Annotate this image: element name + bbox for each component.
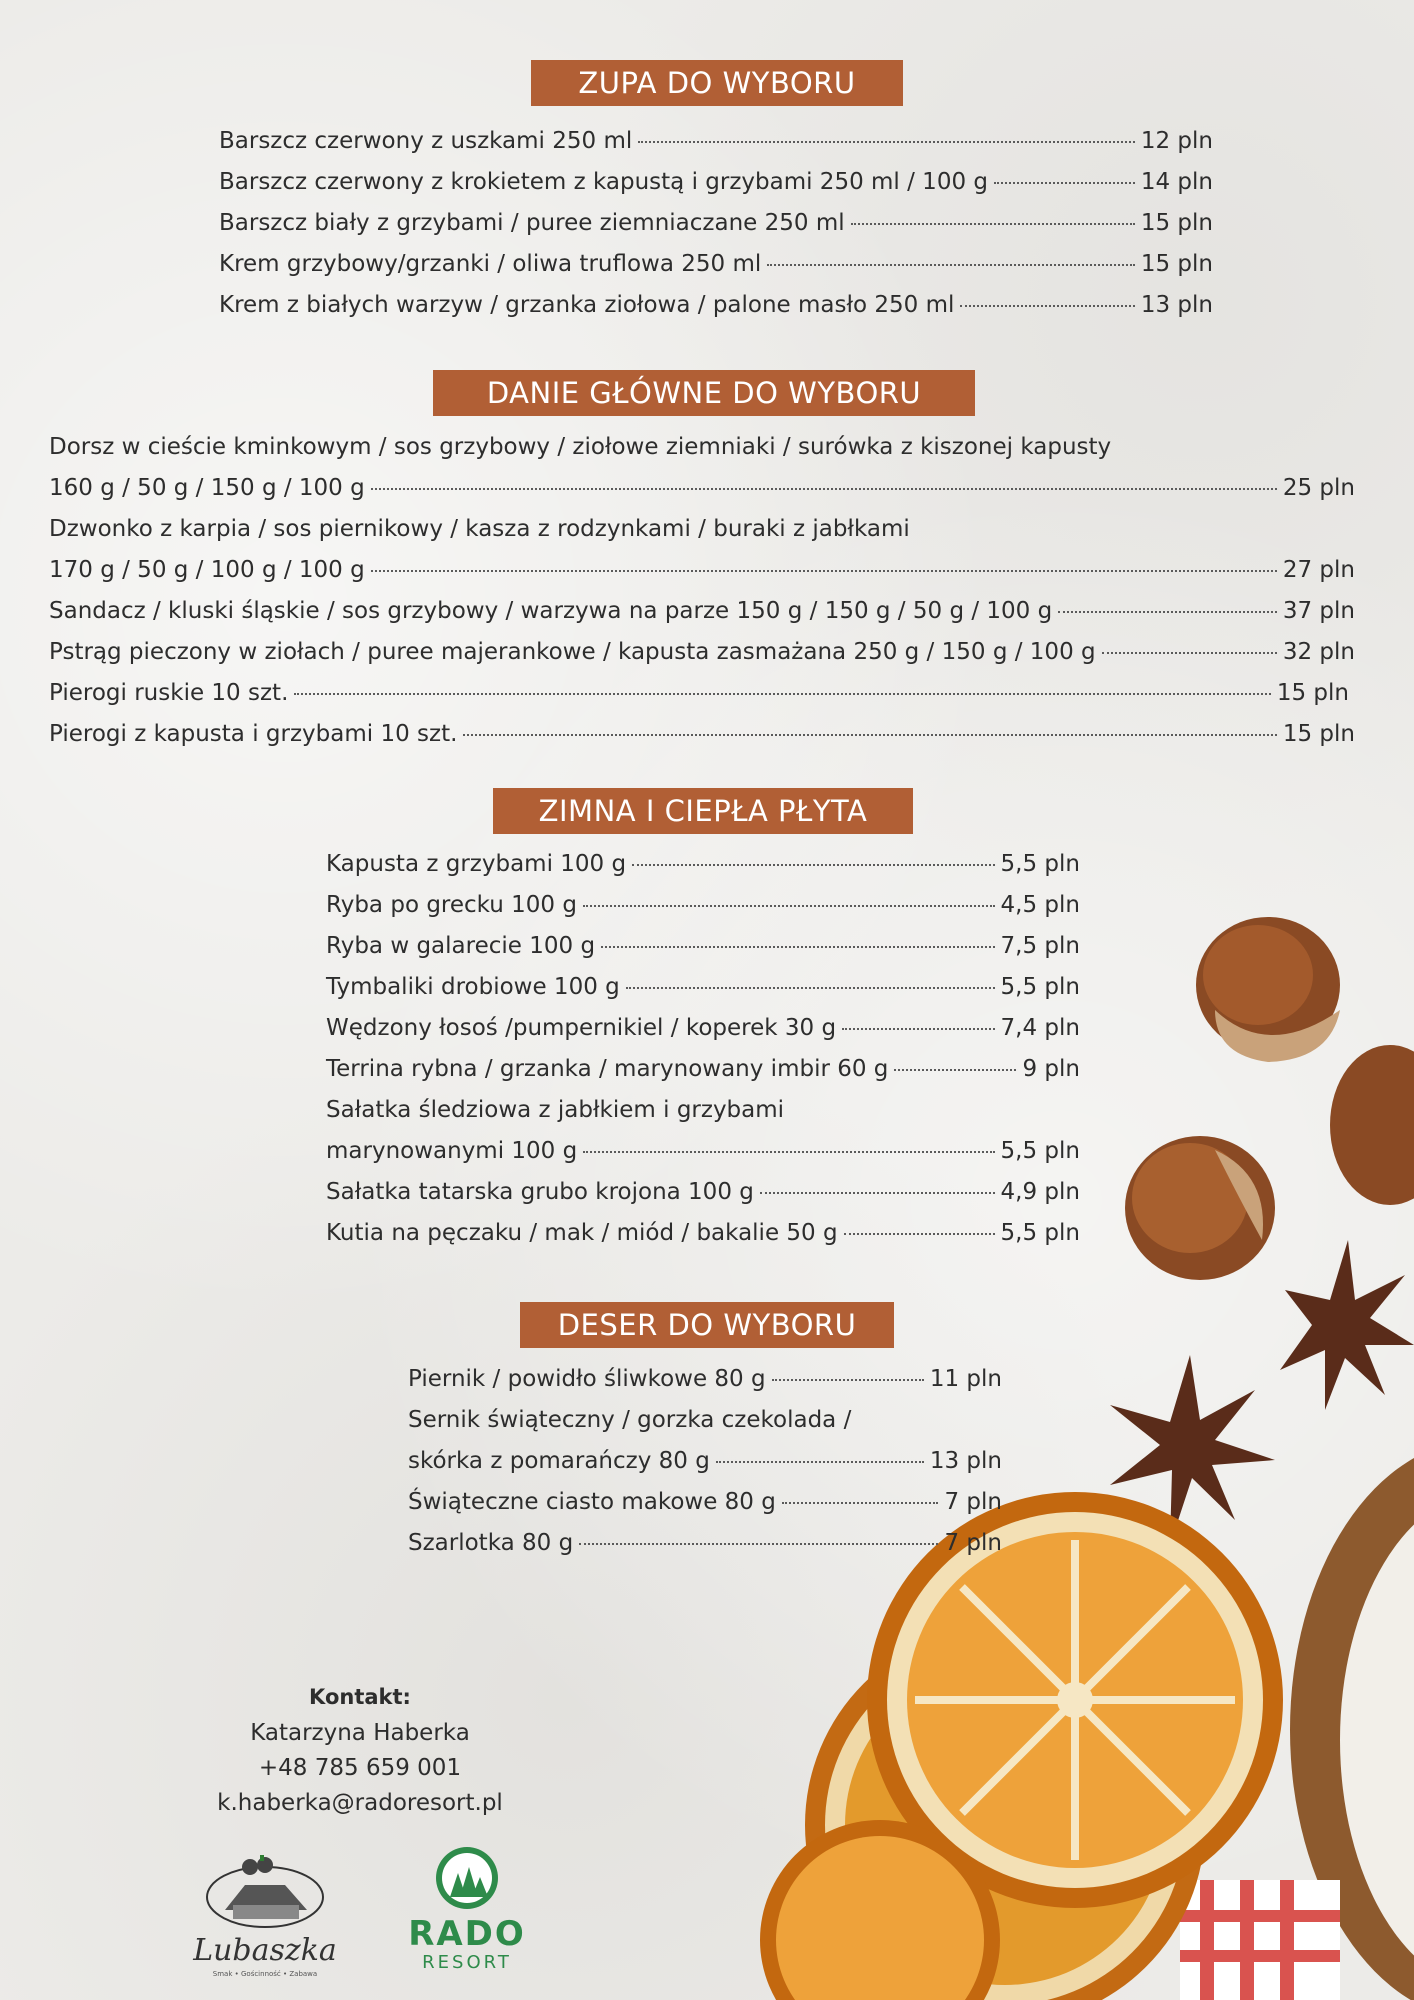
menu-item-price: 37 pln	[1282, 598, 1355, 624]
menu-item	[408, 1528, 1002, 1558]
menu-item-price: 13 pln	[1140, 292, 1213, 318]
leader-dots	[851, 223, 1135, 225]
menu-item-name: Tymbaliki drobiowe 100 g	[326, 974, 620, 1000]
menu-item-price: 5,5 pln	[1000, 1138, 1080, 1164]
leader-dots	[463, 734, 1276, 736]
menu-item-price: 13 pln	[929, 1448, 1002, 1474]
star-anise-icon	[1280, 1240, 1414, 1410]
leader-dots	[1102, 652, 1277, 654]
menu-item-name: Piernik / powidło śliwkowe 80 g	[408, 1366, 766, 1392]
contact-label: Kontakt:	[309, 1685, 411, 1709]
menu-item-name: Pierogi z kapusta i grzybami 10 szt.	[49, 721, 458, 747]
menu-item-price: 27 pln	[1282, 557, 1355, 583]
menu-item	[408, 1487, 1002, 1517]
hazelnut-icon	[1196, 917, 1340, 1062]
menu-item-price: 15 pln	[1140, 210, 1213, 236]
contact-phone[interactable]: +48 785 659 001	[258, 1755, 462, 1781]
leader-dots	[638, 141, 1135, 143]
menu-item-price: 5,5 pln	[1000, 974, 1080, 1000]
section-heading-platter: ZIMNA I CIEPŁA PŁYTA	[493, 788, 913, 834]
menu-item-price: 25 pln	[1282, 475, 1355, 501]
leader-dots	[626, 987, 995, 989]
leader-dots	[632, 864, 994, 866]
menu-item-name: Sałatka tatarska grubo krojona 100 g	[326, 1179, 754, 1205]
menu-item	[49, 473, 1355, 503]
menu-item-name: Ryba po grecku 100 g	[326, 892, 577, 918]
menu-item	[49, 555, 1355, 585]
menu-item	[49, 637, 1355, 667]
hazelnut-icon	[1330, 1045, 1414, 1205]
menu-item	[326, 890, 1080, 920]
menu-item-price: 5,5 pln	[1000, 1220, 1080, 1246]
leader-dots	[601, 946, 994, 948]
menu-item-description: Dorsz w cieście kminkowym / sos grzybowy / ziołowe ziemniaki / surówka z kiszonej kapusty	[49, 434, 1112, 460]
menu-item	[326, 1177, 1080, 1207]
leader-dots	[767, 264, 1135, 266]
menu-item-name: Szarlotka 80 g	[408, 1530, 574, 1556]
menu-item	[49, 596, 1355, 626]
menu-item-price: 32 pln	[1282, 639, 1355, 665]
menu-item-name: Barszcz biały z grzybami / puree ziemniaczane 250 ml	[219, 210, 845, 236]
rado-logo-text: RADO	[408, 1914, 526, 1954]
menu-item-price: 4,5 pln	[1000, 892, 1080, 918]
menu-item	[326, 972, 1080, 1002]
leader-dots	[583, 905, 995, 907]
menu-item-price: 7 pln	[944, 1489, 1002, 1515]
house-icon	[185, 1855, 345, 1930]
lubaszka-tagline: Smak • Gościnność • Zabawa	[212, 1970, 318, 1978]
menu-item-price: 14 pln	[1140, 169, 1213, 195]
leader-dots	[716, 1461, 924, 1463]
menu-item	[326, 1218, 1080, 1248]
menu-item-name: Barszcz czerwony z krokietem z kapustą i grzybami 250 ml / 100 g	[219, 169, 988, 195]
forest-icon	[402, 1845, 532, 1911]
menu-item-description: Sałatka śledziowa z jabłkiem i grzybami	[326, 1097, 785, 1123]
menu-item-name: Pierogi ruskie 10 szt.	[49, 680, 289, 706]
menu-item-name: Kutia na pęczaku / mak / miód / bakalie 50 g	[326, 1220, 838, 1246]
hazelnut-icon	[1125, 1136, 1275, 1280]
menu-item	[326, 849, 1080, 879]
lubaszka-logo	[185, 1855, 345, 1985]
menu-item	[326, 1054, 1080, 1084]
leader-dots	[994, 182, 1135, 184]
leader-dots	[579, 1543, 938, 1545]
resort-logo-text: RESORT	[422, 1952, 512, 1973]
menu-item-name: Krem grzybowy/grzanki / oliwa truflowa 250 ml	[219, 251, 762, 277]
menu-item	[219, 208, 1213, 238]
menu-item-price: 15 pln	[1140, 251, 1213, 277]
menu-item-description: Sernik świąteczny / gorzka czekolada /	[408, 1407, 852, 1433]
section-heading-dessert: DESER DO WYBORU	[520, 1302, 894, 1348]
menu-item-price: 9 pln	[1022, 1056, 1080, 1082]
leader-dots	[960, 305, 1134, 307]
menu-item	[219, 249, 1213, 279]
menu-item-price: 11 pln	[929, 1366, 1002, 1392]
menu-item-price: 7,5 pln	[1000, 933, 1080, 959]
menu-item	[219, 167, 1213, 197]
leader-dots	[772, 1379, 924, 1381]
menu-item-name: skórka z pomarańczy 80 g	[408, 1448, 710, 1474]
leader-dots	[842, 1028, 994, 1030]
contact-name: Katarzyna Haberka	[250, 1720, 470, 1746]
menu-item-name: Terrina rybna / grzanka / marynowany imbir 60 g	[326, 1056, 889, 1082]
menu-item	[49, 719, 1355, 749]
menu-item	[408, 1446, 1002, 1476]
menu-item	[326, 1013, 1080, 1043]
leader-dots	[844, 1233, 995, 1235]
leader-dots	[583, 1151, 994, 1153]
menu-item-name: Kapusta z grzybami 100 g	[326, 851, 627, 877]
leader-dots	[371, 570, 1277, 572]
menu-item-name: 160 g / 50 g / 150 g / 100 g	[49, 475, 365, 501]
leader-dots	[782, 1502, 939, 1504]
leader-dots	[760, 1192, 995, 1194]
menu-item-name: 170 g / 50 g / 100 g / 100 g	[49, 557, 365, 583]
menu-item-name: marynowanymi 100 g	[326, 1138, 578, 1164]
menu-item-price: 7,4 pln	[1000, 1015, 1080, 1041]
menu-item-name: Krem z białych warzyw / grzanka ziołowa / palone masło 250 ml	[219, 292, 955, 318]
menu-item-name: Pstrąg pieczony w ziołach / puree majerankowe / kapusta zasmażana 250 g / 150 g / 100 g	[49, 639, 1096, 665]
contact-email[interactable]: k.haberka@radoresort.pl	[217, 1790, 503, 1816]
menu-item	[219, 290, 1213, 320]
lubaszka-logo-text: Lubaszka	[193, 1933, 337, 1968]
section-heading-main: DANIE GŁÓWNE DO WYBORU	[433, 370, 975, 416]
leader-dots	[371, 488, 1277, 490]
menu-item-price: 12 pln	[1140, 128, 1213, 154]
menu-item-price: 15 pln	[1276, 680, 1349, 706]
leader-dots	[294, 693, 1270, 695]
rado-resort-logo	[402, 1845, 532, 1975]
section-heading-soup: ZUPA DO WYBORU	[531, 60, 903, 106]
menu-item	[408, 1364, 1002, 1394]
menu-item-name: Wędzony łosoś /pumpernikiel / koperek 30 g	[326, 1015, 837, 1041]
menu-item-name: Świąteczne ciasto makowe 80 g	[408, 1489, 776, 1515]
menu-item-description: Dzwonko z karpia / sos piernikowy / kasza z rodzynkami / buraki z jabłkami	[49, 516, 910, 542]
menu-item-name: Sandacz / kluski śląskie / sos grzybowy / warzywa na parze 150 g / 150 g / 50 g / 100 g	[49, 598, 1053, 624]
menu-item-name: Ryba w galarecie 100 g	[326, 933, 596, 959]
menu-item	[326, 931, 1080, 961]
menu-item-price: 5,5 pln	[1000, 851, 1080, 877]
leader-dots	[1058, 611, 1277, 613]
leader-dots	[894, 1069, 1016, 1071]
menu-item-name: Barszcz czerwony z uszkami 250 ml	[219, 128, 633, 154]
menu-item-price: 4,9 pln	[1000, 1179, 1080, 1205]
menu-item	[326, 1136, 1080, 1166]
menu-item-price: 7 pln	[944, 1530, 1002, 1556]
cloth-icon	[1180, 1880, 1340, 2000]
menu-item-price: 15 pln	[1282, 721, 1355, 747]
menu-item	[49, 678, 1349, 708]
menu-item	[219, 126, 1213, 156]
